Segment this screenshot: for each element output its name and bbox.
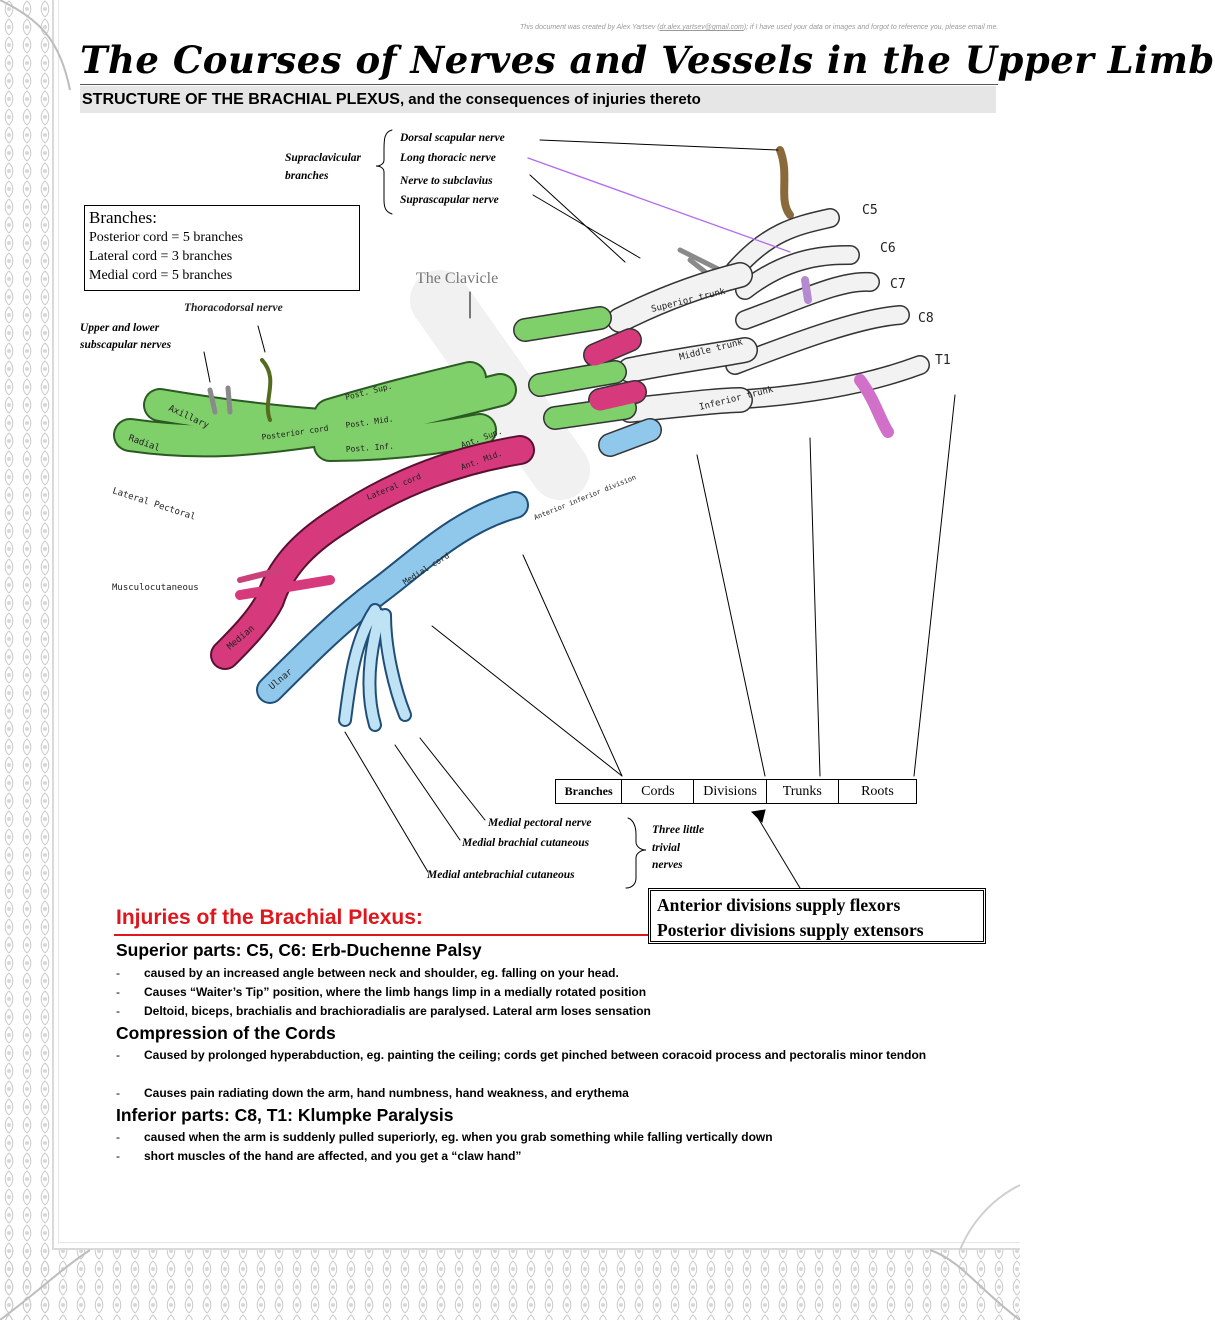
supply-posterior: Posterior divisions supply extensors — [657, 920, 924, 940]
note-trivial: trivial — [652, 842, 681, 854]
label-superior-trunk: Superior trunk — [650, 286, 727, 315]
bullet-text: Caused by prolonged hyperabduction, eg. painting the ceiling; cords get pinched between coracoid process and pectoralis minor tendon — [144, 1048, 927, 1062]
page-title: The Courses of Nerves and Vessels in the Upper Limb — [80, 38, 1215, 82]
label-root-c5: C5 — [862, 203, 878, 218]
label-medial-cord: Medial cord — [401, 550, 451, 587]
plexus-parts-table — [555, 779, 917, 804]
label-subscapular-line1: Upper and lower — [80, 322, 160, 334]
bullet-dash: - — [116, 1130, 120, 1144]
list-item — [116, 1129, 996, 1146]
bullet-text: Causes pain radiating down the arm, hand numbness, hand weakness, and erythema — [144, 1086, 629, 1100]
label-posterior-cord: Posterior cord — [261, 423, 330, 442]
list-item — [116, 965, 996, 982]
label-inferior-trunk: Inferior trunk — [698, 384, 775, 413]
label-root-c8: C8 — [918, 311, 934, 326]
note-nerves: nerves — [652, 859, 683, 871]
division-supply-box — [648, 888, 986, 944]
table-cell-divisions: Divisions — [694, 780, 766, 803]
branches-line-lateral: Lateral cord = 3 branches — [89, 249, 233, 264]
bullet-dash: - — [116, 1086, 120, 1100]
label-median: Median — [225, 623, 257, 653]
bullet-text: short muscles of the hand are affected, and you get a “claw hand” — [144, 1149, 522, 1163]
table-cell-roots: Roots — [861, 783, 894, 799]
bullet-text: Deltoid, biceps, brachialis and brachioradialis are paralysed. Lateral arm loses sensation — [144, 1004, 651, 1018]
label-middle-trunk: Middle trunk — [678, 337, 744, 363]
label-post-inf: Post. Inf. — [345, 441, 395, 454]
injuries-heading: Injuries of the Brachial Plexus: — [116, 906, 423, 929]
label-medial-brachial-cutaneous: Medial brachial cutaneous — [462, 837, 590, 849]
subtitle-rest: , and the consequences of injuries thereto — [399, 91, 701, 108]
label-post-mid: Post. Mid. — [345, 414, 394, 430]
list-item — [116, 1003, 996, 1020]
credit-email-link[interactable]: dr.alex.yartsev@gmail.com — [659, 24, 744, 31]
label-musculocutaneous: Musculocutaneous — [112, 583, 199, 593]
label-anterior-inferior-division: Anterior inferior division — [532, 473, 638, 522]
bullet-dash: - — [116, 1149, 120, 1163]
label-medial-antebrachial-cutaneous: Medial antebrachial cutaneous — [427, 869, 575, 881]
label-thoracodorsal-nerve: Thoracodorsal nerve — [184, 302, 283, 314]
supraclavicular-label-line1: Supraclavicular — [285, 152, 362, 164]
label-lateral-pectoral: Lateral Pectoral — [111, 486, 197, 523]
branches-line-posterior: Posterior cord = 5 branches — [89, 230, 244, 245]
list-item — [116, 1148, 996, 1165]
injuries-divider — [114, 934, 648, 936]
branches-heading: Branches: — [89, 208, 157, 227]
subtitle-bold: STRUCTURE OF THE BRACHIAL PLEXUS — [82, 91, 400, 108]
supply-anterior: Anterior divisions supply flexors — [657, 895, 901, 915]
bullet-text: caused when the arm is suddenly pulled superiorly, eg. when you grab something while falling vertically down — [144, 1130, 773, 1144]
section-heading-klumpke: Inferior parts: C8, T1: Klumpke Paralysis — [116, 1105, 454, 1125]
label-long-thoracic-nerve: Long thoracic nerve — [400, 152, 496, 164]
page-subtitle — [80, 86, 996, 113]
branches-summary-box — [84, 205, 360, 291]
label-suprascapular-nerve: Suprascapular nerve — [400, 194, 499, 206]
title-divider — [80, 84, 998, 85]
label-dorsal-scapular-nerve: Dorsal scapular nerve — [400, 132, 505, 144]
note-three-little: Three little — [652, 824, 705, 836]
label-subscapular-line2: subscapular nerves — [80, 339, 172, 351]
label-ant-mid: Ant. Mid. — [459, 448, 504, 472]
section-heading-compression: Compression of the Cords — [116, 1023, 336, 1043]
table-cell-cords: Cords — [622, 780, 694, 803]
label-axillary: Axillary — [166, 403, 211, 432]
bullet-text: Causes “Waiter’s Tip” position, where the limb hangs limp in a medially rotated position — [144, 985, 647, 999]
list-item — [116, 1085, 996, 1102]
clavicle-label: The Clavicle — [416, 270, 499, 287]
label-ulnar: Ulnar — [267, 667, 295, 693]
section-heading-erb: Superior parts: C5, C6: Erb-Duchenne Palsy — [116, 940, 482, 960]
label-root-c7: C7 — [890, 277, 906, 292]
bullet-text: caused by an increased angle between neck and shoulder, eg. falling on your head. — [144, 966, 619, 980]
bullet-dash: - — [116, 985, 120, 999]
label-lateral-cord: Lateral cord — [365, 471, 423, 502]
table-cell-trunks: Trunks — [767, 780, 839, 803]
label-medial-pectoral-nerve: Medial pectoral nerve — [488, 817, 592, 829]
bullet-dash: - — [116, 1048, 120, 1062]
list-item — [116, 1047, 996, 1064]
label-post-sup: Post. Sup. — [344, 381, 394, 402]
table-cell-branches: Branches — [556, 780, 622, 803]
bullet-dash: - — [116, 966, 120, 980]
label-root-t1: T1 — [935, 353, 951, 368]
supraclavicular-label-line2: branches — [285, 170, 329, 182]
credit-suffix: ); if I have used your data or images and forgot to reference you, please email me. — [743, 24, 999, 31]
label-root-c6: C6 — [880, 241, 896, 256]
label-ant-sup: Ant. Sup. — [459, 426, 504, 450]
credit-note — [520, 24, 998, 31]
list-item — [116, 984, 996, 1001]
label-nerve-to-subclavius: Nerve to subclavius — [400, 175, 493, 187]
label-radial: Radial — [126, 433, 161, 454]
credit-prefix: This document was created by Alex Yartsev ( — [520, 24, 660, 31]
branches-line-medial: Medial cord = 5 branches — [89, 268, 233, 283]
bullet-dash: - — [116, 1004, 120, 1018]
